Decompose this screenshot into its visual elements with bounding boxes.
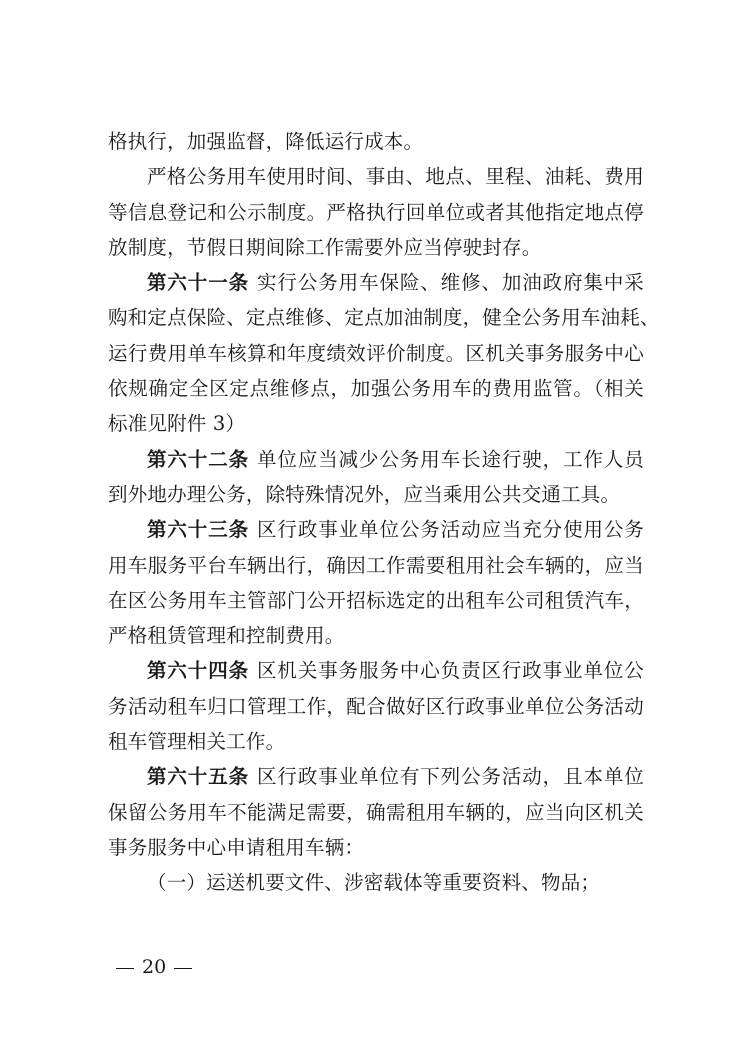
article-text: 区行政事业单位公务活动应当充分使用公务 xyxy=(257,518,644,542)
page-number: 20 xyxy=(142,956,167,978)
paragraph-line: 等信息登记和公示制度。严格执行回单位或者其他指定地点停 xyxy=(108,200,644,224)
article-text: 单位应当减少公务用车长途行驶，工作人员 xyxy=(257,447,644,471)
paragraph-line: 严格租赁管理和控制费用。 xyxy=(108,624,345,648)
paragraph-line: 务活动租车归口管理工作，配合做好区行政事业单位公务活动 xyxy=(108,694,644,718)
paragraph-line: 放制度，节假日期间除工作需要外应当停驶封存。 xyxy=(108,235,542,259)
paragraph-line: 购和定点保险、定点维修、定点加油制度，健全公务用车油耗、 xyxy=(108,306,660,330)
article-text: 区机关事务服务中心负责区行政事业单位公 xyxy=(257,659,644,683)
paragraph-line: 用车服务平台车辆出行，确因工作需要租用社会车辆的，应当 xyxy=(108,553,644,577)
article-heading: 第六十三条 xyxy=(147,518,250,542)
footer-dash-right xyxy=(174,968,192,969)
paragraph-line: 标准见附件 3） xyxy=(108,412,246,436)
paragraph-line: 租车管理相关工作。 xyxy=(108,730,286,754)
article-heading: 第六十五条 xyxy=(147,765,250,789)
article-heading: 第六十二条 xyxy=(147,447,250,471)
list-item-line: （一）运送机要文件、涉密载体等重要资料、物品； xyxy=(147,871,601,895)
paragraph-line: 运行费用单车核算和年度绩效评价制度。区机关事务服务中心 xyxy=(108,341,644,365)
article-heading: 第六十一条 xyxy=(147,271,250,295)
paragraph-line: 到外地办理公务，除特殊情况外，应当乘用公共交通工具。 xyxy=(108,482,621,506)
page-footer xyxy=(108,954,200,980)
paragraph-line: 保留公务用车不能满足需要，确需租用车辆的，应当向区机关 xyxy=(108,800,644,824)
article-64-first-line xyxy=(108,653,644,688)
paragraph-continuation-line: 格执行，加强监督，降低运行成本。 xyxy=(108,130,424,153)
paragraph-line: 严格公务用车使用时间、事由、地点、里程、油耗、费用 xyxy=(147,165,644,189)
article-61-first-line xyxy=(108,265,644,300)
article-heading: 第六十四条 xyxy=(147,659,250,683)
paragraph-line: 在区公务用车主管部门公开招标选定的出租车公司租赁汽车， xyxy=(108,588,644,612)
paragraph-line: 事务服务中心申请租用车辆： xyxy=(108,835,365,859)
paragraph-line: 依规确定全区定点维修点，加强公务用车的费用监管。（相关 xyxy=(108,377,644,401)
article-text: 区行政事业单位有下列公务活动，且本单位 xyxy=(257,765,644,789)
article-65-first-line xyxy=(108,759,644,794)
article-text: 实行公务用车保险、维修、加油政府集中采 xyxy=(257,271,644,295)
document-body xyxy=(108,124,660,901)
article-63-first-line xyxy=(108,512,644,547)
footer-dash-left xyxy=(116,968,134,969)
article-62-first-line xyxy=(108,442,644,477)
